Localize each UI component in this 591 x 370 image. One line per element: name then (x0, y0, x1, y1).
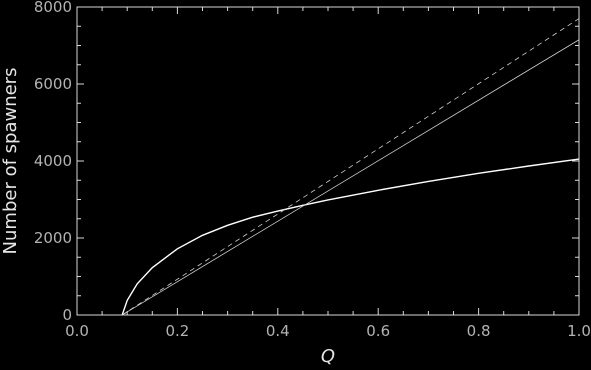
x-tick-label: 0.2 (165, 322, 190, 340)
x-tick-label: 1.0 (567, 322, 591, 340)
y-tick-label: 6000 (33, 75, 72, 93)
y-axis-label: Number of spawners (0, 67, 21, 255)
x-tick-label: 0.8 (466, 322, 491, 340)
y-tick-label: 2000 (33, 229, 72, 247)
y-tick-label: 0 (62, 306, 72, 324)
x-tick-label: 0.4 (265, 322, 290, 340)
x-tick-label: 0.6 (366, 322, 391, 340)
x-axis-label: Q (320, 346, 336, 367)
y-tick-label: 8000 (33, 0, 72, 16)
x-tick-label: 0.0 (65, 322, 89, 340)
y-tick-label: 4000 (33, 152, 72, 170)
